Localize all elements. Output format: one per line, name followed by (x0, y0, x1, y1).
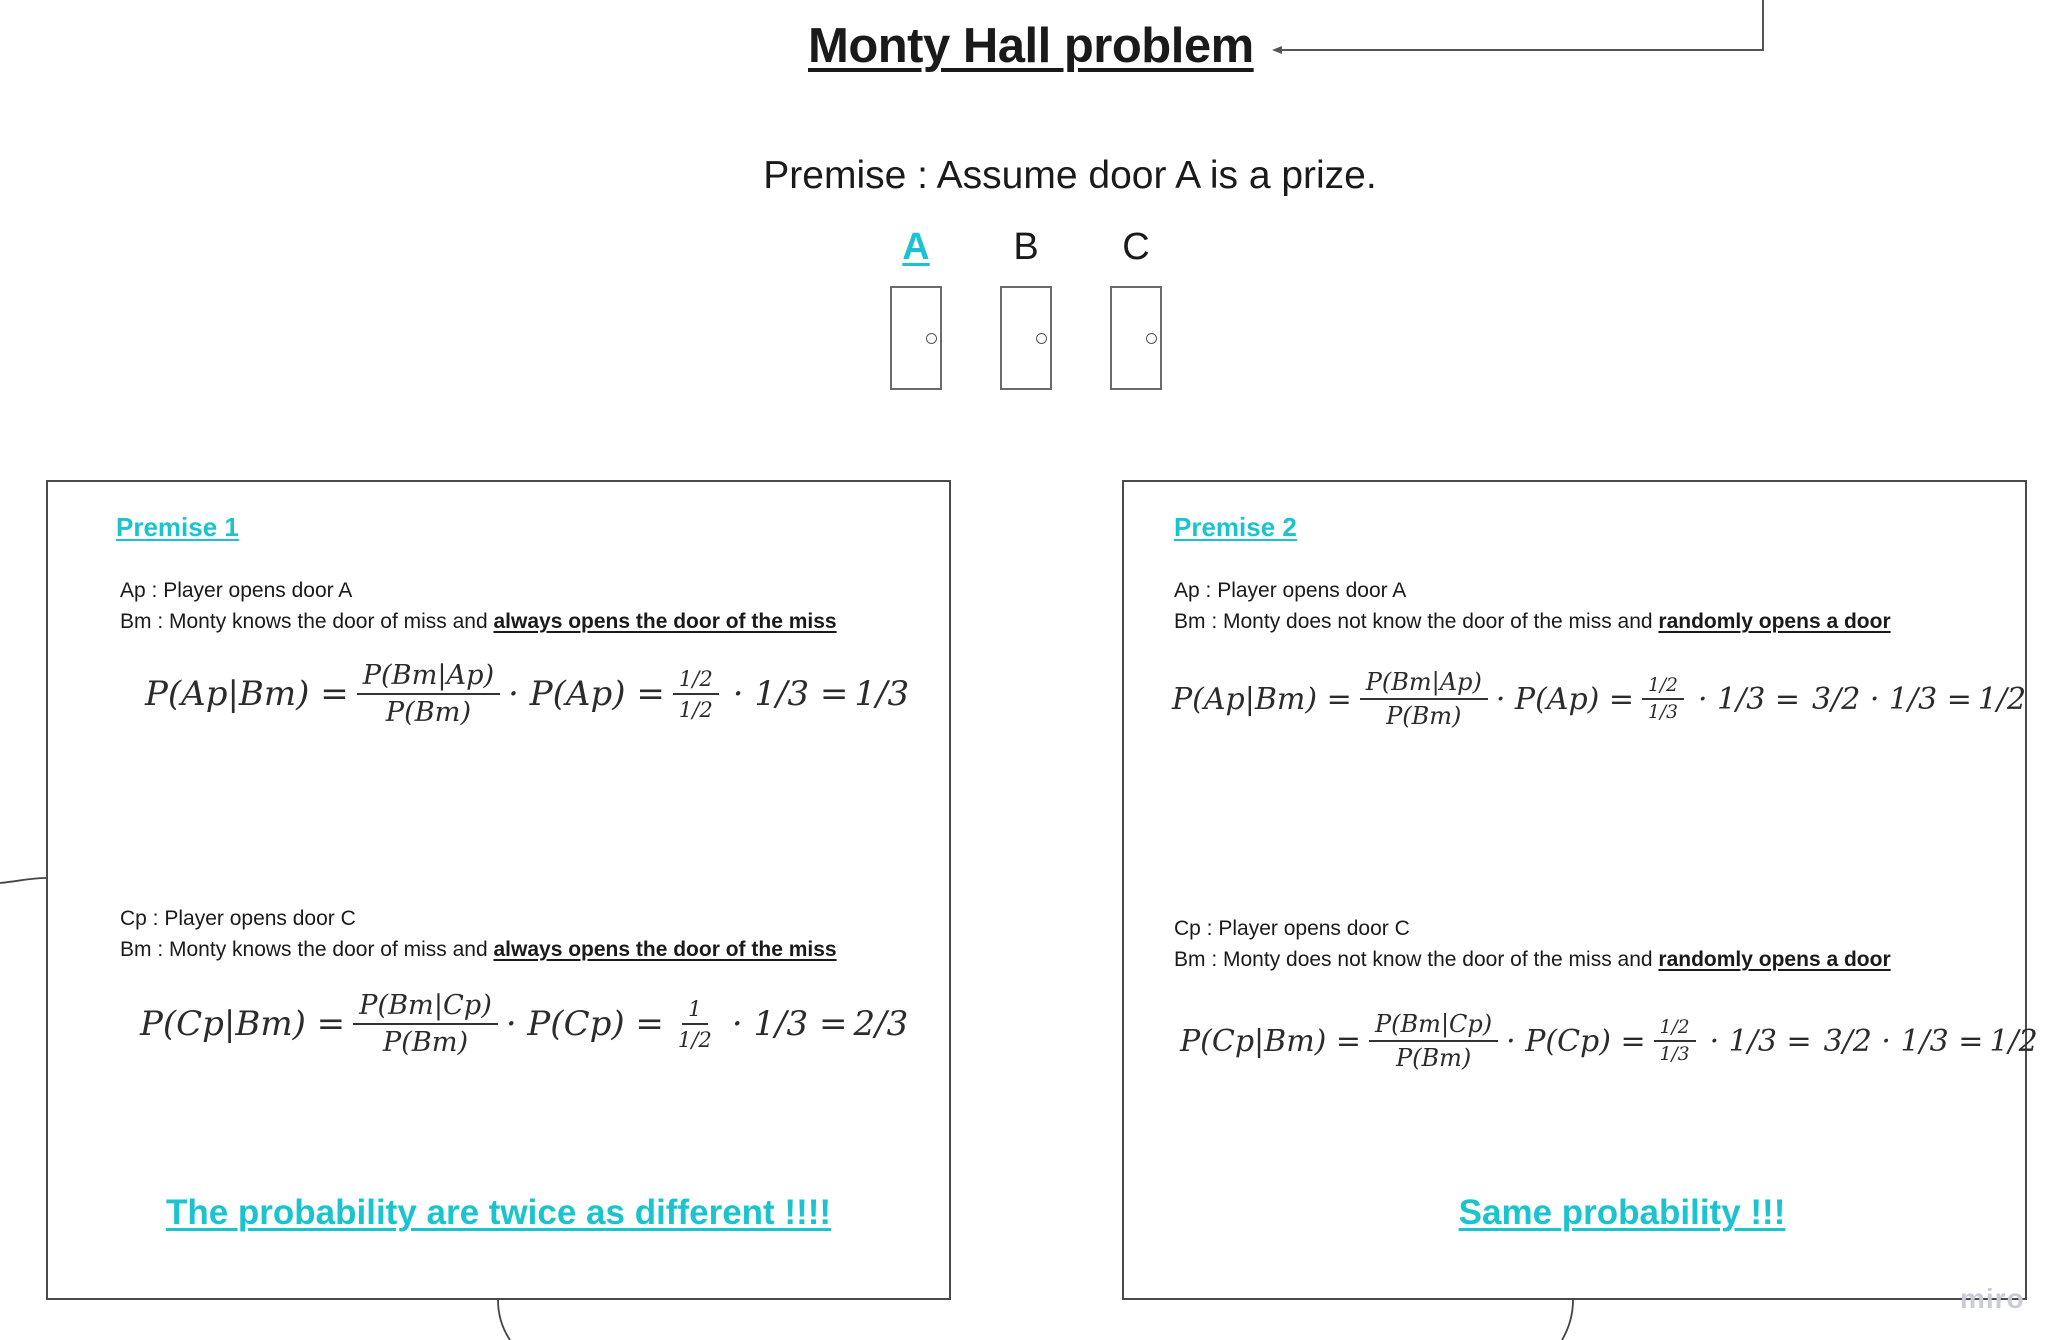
premise-2-formula-1: P(Ap|Bm) = $\frac{P(Bm|Ap)}{P(Bm)}$ · P(Ap) = $\frac{1/2}{1/3}$ · 1/3 = 3/2 · 1/3 = 1/2 (1172, 668, 2027, 730)
premise-2-formula-2: P(Cp|Bm) = $\frac{P(Bm|Cp)}{P(Bm)}$ · P(Cp) = $\frac{1/2}{1/3}$ · 1/3 = 3/2 · 1/3 = 1/2 (1180, 1010, 2038, 1072)
premise-1-heading: Premise 1 (116, 512, 239, 542)
door-a-icon (890, 286, 942, 390)
premise-2-case-1-monty: Bm : Monty does not know the door of the miss and randomly opens a door (1174, 610, 1891, 633)
door-knob-icon (926, 333, 937, 344)
premise-statement: Premise : Assume door A is a prize. (763, 154, 1377, 197)
premise-1-case-1-monty: Bm : Monty knows the door of miss and always opens the door of the miss (120, 610, 837, 633)
door-c-icon (1110, 286, 1162, 390)
door-knob-icon (1146, 333, 1157, 344)
page-title: Monty Hall problem (808, 19, 1254, 73)
premise-1-case-2-event: Cp : Player opens door C (120, 907, 356, 930)
door-b-icon (1000, 286, 1052, 390)
door-label-c: C (1122, 226, 1150, 268)
premise-1-formula-2: P(Cp|Bm) = $\frac{P(Bm|Cp)}{P(Bm)}$ · P(Cp) = $\frac{1}{1/2}$ · 1/3 = 2/3 (140, 990, 909, 1058)
premise-1-case-2-monty: Bm : Monty knows the door of miss and always opens the door of the miss (120, 938, 837, 961)
premise-1-case-1-event: Ap : Player opens door A (120, 579, 353, 602)
door-knob-icon (1036, 333, 1047, 344)
premise-1-conclusion: The probability are twice as different !!!! (165, 1193, 832, 1232)
arrowhead-icon (1272, 46, 1282, 54)
premise-2-conclusion: Same probability !!! (1458, 1193, 1786, 1232)
premise-2-case-2-event: Cp : Player opens door C (1174, 917, 1410, 940)
door-label-a: A (902, 226, 930, 268)
premise-2-case-2-monty: Bm : Monty does not know the door of the miss and randomly opens a door (1174, 948, 1891, 971)
premise-1-formula-1: P(Ap|Bm) = $\frac{P(Bm|Ap)}{P(Bm)}$ · P(Ap) = $\frac{1/2}{1/2}$ · 1/3 = 1/3 (145, 660, 910, 728)
premise-2-heading: Premise 2 (1174, 512, 1297, 542)
door-label-b: B (1013, 226, 1039, 268)
premise-2-case-1-event: Ap : Player opens door A (1174, 579, 1407, 602)
miro-watermark: miro (1960, 1283, 2025, 1314)
